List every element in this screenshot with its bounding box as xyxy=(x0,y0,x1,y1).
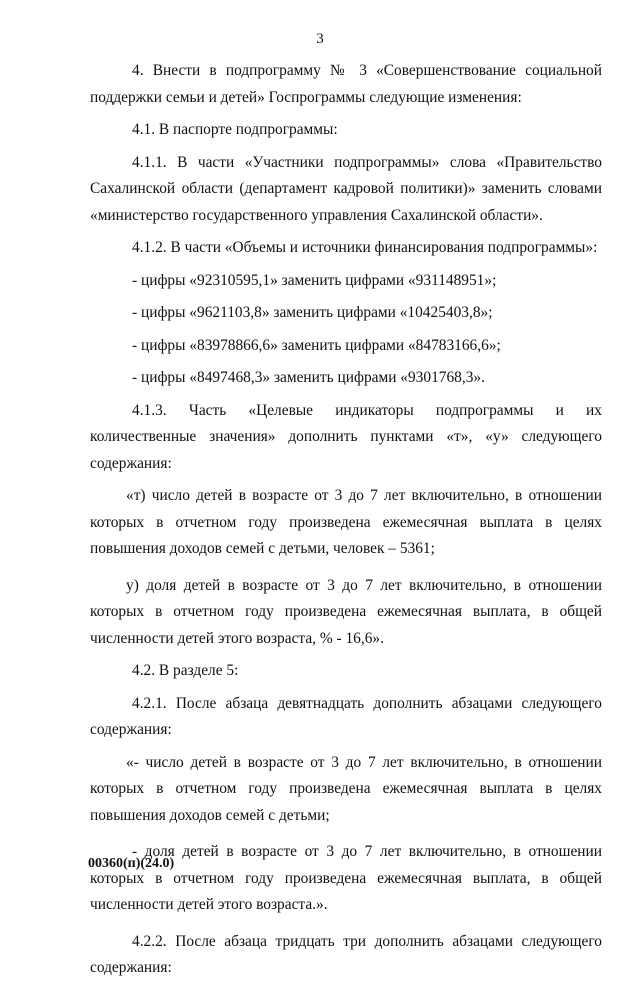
indicator-item-t: «т) число детей в возрасте от 3 до 7 лет включительно, в отношении которых в отчетном году произведена ежемесячная выплата в целях повышения доходов семей с детьми, человек – 5361; xyxy=(90,487,602,557)
paragraph-item-4-2-1: 4.2.1. После абзаца девятнадцать дополнить абзацами следующего содержания: xyxy=(90,694,602,738)
list-item-figures-4: - цифры «8497468,3» заменить цифрами «9301768,3». xyxy=(132,369,485,386)
footer-document-code: 00360(п)(24.0) xyxy=(88,856,175,871)
paragraph-item-4-1: 4.1. В паспорте подпрограммы: xyxy=(132,121,338,138)
paragraph-item-4-1-2: 4.1.2. В части «Объемы и источники финансирования подпрограммы»: xyxy=(132,239,598,256)
document-body xyxy=(90,58,602,982)
paragraph-item-4: 4. Внести в подпрограмму № 3 «Совершенствование социальной поддержки семьи и детей» Госпрограммы следующие изменения: xyxy=(90,62,602,106)
page-number: 3 xyxy=(316,31,324,47)
list-item-figures-1: - цифры «92310595,1» заменить цифрами «931148951»; xyxy=(132,271,497,289)
indicator-item-u: у) доля детей в возрасте от 3 до 7 лет включительно, в отношении которых в отчетном году произведена ежемесячная выплата, в общей численности детей этого возраста, % - 16,6». xyxy=(90,576,602,647)
list-item-figures-3: - цифры «83978866,6» заменить цифрами «84783166,6»; xyxy=(132,336,501,354)
added-paragraph-count: «- число детей в возрасте от 3 до 7 лет включительно, в отношении которых в отчетном году произведена ежемесячная выплата в целях повышения доходов семей с детьми; xyxy=(90,753,602,824)
paragraph-item-4-2: 4.2. В разделе 5: xyxy=(132,662,239,679)
list-item-figures-2: - цифры «9621103,8» заменить цифрами «10425403,8»; xyxy=(132,304,493,321)
paragraph-item-4-1-3: 4.1.3. Часть «Целевые индикаторы подпрограммы и их количественные значения» дополнить пунктами «т», «у» следующего содержания: xyxy=(90,401,602,472)
paragraph-item-4-2-2: 4.2.2. После абзаца тридцать три дополнить абзацами следующего содержания: xyxy=(90,932,602,976)
paragraph-item-4-1-1: 4.1.1. В части «Участники подпрограммы» слова «Правительство Сахалинской области (департамент кадровой политики)» заменить словами «министерство государственного управления Сахалинской области». xyxy=(90,153,602,224)
added-paragraph-share: - доля детей в возрасте от 3 до 7 лет включительно, в отношении которых в отчетном году произведена ежемесячная выплата, в общей численности детей этого возраста.». xyxy=(90,843,602,913)
